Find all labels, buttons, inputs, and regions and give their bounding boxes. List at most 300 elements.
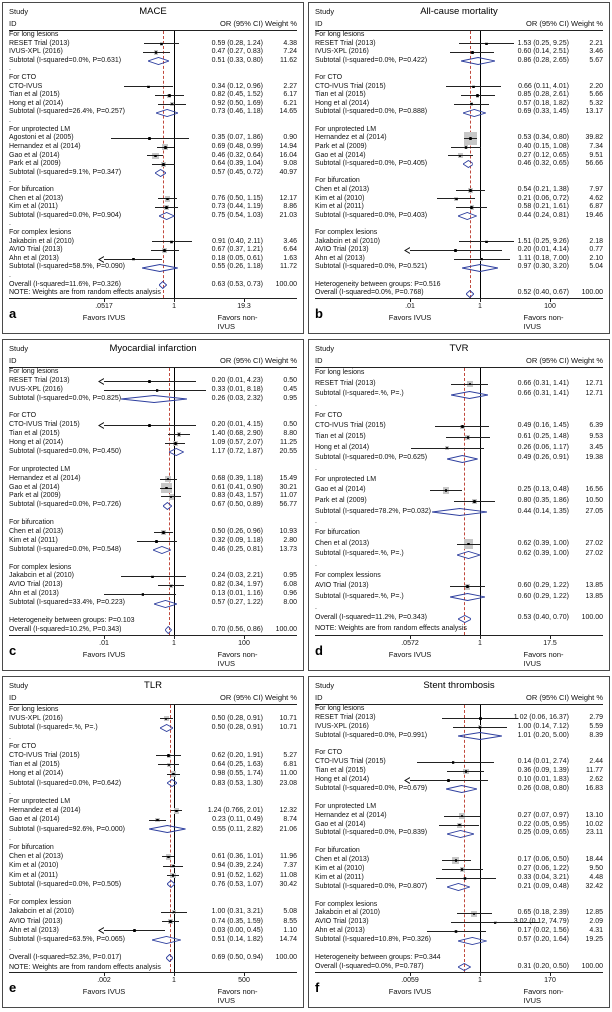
group-row [315,803,603,812]
weight-value: 13.85 [585,582,603,590]
subtotal-row [9,546,297,555]
subtotal-row [315,732,603,741]
group-row [315,411,603,422]
row-label: Subtotal (I-squared=0.0%, P=0.888) [315,108,428,116]
weight-value: 3.45 [589,443,603,451]
or-ci-value: 0.68 (0.39, 1.18) [211,474,263,482]
weight-value: 5.04 [589,263,603,271]
spacer-row [9,220,297,229]
subtotal-diamond [167,779,177,787]
spacer-row [315,517,603,528]
spacer-row [315,65,603,74]
or-ci-value: 0.60 (0.29, 1.22) [517,582,569,590]
group-row [315,229,603,238]
group-row [315,177,603,186]
row-label: Chen et al (2013) [9,528,64,536]
or-ci-value: 0.69 (0.50, 0.94) [211,954,263,962]
favors-ivus-label: Favors IVUS [388,313,432,322]
spacer-row [9,510,297,519]
or-weight-header: OR (95% CI) Weight % [220,19,297,28]
row-label: Tian et al (2015) [9,91,60,99]
study-header: Study [315,344,335,353]
axis-tick-label: .002 [97,977,111,984]
row-label: Subtotal (I-squared=0.0%, P=0.807) [315,882,428,890]
weight-value: 6.39 [589,422,603,430]
weight-value: 4.48 [589,873,603,881]
study-row [315,421,603,432]
weight-value: 11.25 [280,439,297,447]
or-ci-value: 0.25 (0.09, 0.65) [517,829,569,837]
weight-value: 5.67 [589,56,603,64]
or-ci-value: 0.54 (0.21, 1.38) [517,185,569,193]
weight-value: 11.72 [280,263,297,271]
x-axis [9,298,297,333]
row-label: Hong et al (2014) [9,770,64,778]
group-label: For bifurcation [315,529,360,537]
ci-line [417,762,494,763]
row-label: Gao et al (2014) [315,820,366,828]
x-axis [315,298,603,333]
row-label: Hong et al (2014) [9,439,64,447]
or-ci-value: 0.14 (0.01, 2.74) [517,758,569,766]
plot-area [9,368,297,635]
subtotal-row [9,779,297,788]
study-row [315,581,603,592]
row-label: Subtotal (I-squared=.%, P=.) [315,550,404,558]
weight-value: 16.56 [585,486,603,494]
row-label: Kim et al (2011) [9,536,58,544]
or-ci-value: 0.50 (0.28, 0.91) [211,715,263,723]
point-marker [133,929,136,932]
weight-value: 3.46 [589,48,603,56]
row-label: AVIO Trial (2013) [315,246,369,254]
subtotal-diamond [148,57,169,65]
group-row [315,74,603,83]
row-label: Ahn et al (2013) [315,254,365,262]
row-label: Chen et al (2013) [315,185,370,193]
weight-value: 30.42 [279,880,297,888]
weight-value: 56.66 [585,160,603,168]
group-label: For complex lessions [315,571,381,579]
or-ci-value: 0.85 (0.28, 2.61) [517,91,569,99]
subtotal-diamond [155,169,166,177]
study-row [9,769,297,778]
forest-panel-f [308,676,610,1008]
favors-non-ivus-label: Favors non-IVUS [217,650,258,668]
row-label: Overall (I-squared=10.2%, P=0.343) [9,625,122,633]
axis-tick-label: 100 [544,303,556,310]
weight-value: 4.38 [283,39,297,47]
subtotal-row [9,57,297,66]
row-label: Tian et al (2015) [315,767,366,775]
weight-value: 7.97 [589,185,603,193]
axis-tick [174,636,175,639]
or-ci-value: 0.33 (0.01, 8.18) [211,385,263,393]
point-marker [165,206,168,209]
axis-tick-label: 170 [544,977,556,984]
group-label: For CTO [9,412,37,420]
spacer-row [9,608,297,617]
or-ci-value: 0.22 (0.05, 0.95) [517,820,569,828]
study-header: Study [9,681,29,690]
group-row [9,229,297,238]
weight-value: 15.49 [279,474,297,482]
point-marker [485,43,488,46]
row-label: Subtotal (I-squared=0.0%, P=0.405) [315,160,428,168]
point-marker [155,540,158,543]
row-label: Hernandez et al (2014) [9,142,81,150]
study-row [315,432,603,443]
study-row [315,91,603,100]
favors-non-ivus-label: Favors non-IVUS [217,313,258,331]
row-label: Hong et al (2014) [315,99,370,107]
weight-value: 2.79 [589,713,603,721]
group-row [9,368,297,377]
row-label: . [9,788,11,796]
note-row [9,963,297,972]
or-ci-value: 0.10 (0.01, 1.83) [517,776,569,784]
study-row [315,143,603,152]
or-ci-value: 0.49 (0.16, 1.45) [517,422,569,430]
spacer-row [315,603,603,614]
row-label: Subtotal (I-squared=.%, P=.) [315,390,404,398]
study-row [9,386,297,395]
study-row [9,475,297,484]
axis-tick-label: 1 [478,640,482,647]
row-label: Chen et al (2013) [315,539,370,547]
weight-value: 8.55 [283,917,297,925]
or-ci-value: 0.47 (0.27, 0.83) [211,48,263,56]
study-row [315,83,603,92]
or-ci-value: 0.53 (0.40, 0.70) [517,614,569,622]
axis-tick [104,636,105,639]
or-ci-value: 0.80 (0.35, 1.86) [517,497,569,505]
weight-value: 14.94 [279,142,297,150]
subtotal-diamond [142,264,178,272]
row-label: Jakabcin et al (2010) [9,572,74,580]
weight-value: 1.10 [283,926,297,934]
or-ci-value: 0.98 (0.55, 1.74) [211,770,263,778]
axis-tick-label: 19.3 [237,303,251,310]
or-ci-value: 1.11 (0.18, 7.00) [518,254,569,262]
row-label: Subtotal (I-squared=0.0%, P=0.904) [9,211,122,219]
overall-row [9,953,297,962]
overall-diamond [159,281,167,289]
weight-value: 0.45 [283,385,297,393]
point-marker [172,865,175,868]
group-label: For complex lesions [315,229,378,237]
group-label: For bifurcation [9,519,54,527]
study-row [9,195,297,204]
weight-value: 7.37 [283,862,297,870]
weight-value: 11.07 [280,492,297,500]
group-label: For long lesions [9,706,59,713]
row-label: . [9,220,11,228]
study-row [9,484,297,493]
or-ci-value: 0.20 (0.01, 4.14) [517,246,569,254]
subtotal-row [9,501,297,510]
row-label: Subtotal (I-squared=0.0%, P=0.991) [315,731,428,739]
axis-tick [550,636,551,639]
or-weight-header: OR (95% CI) Weight % [526,19,603,28]
point-marker [163,249,166,252]
point-marker [148,137,151,140]
row-label: Subtotal (I-squared=0.0%, P=0.521) [315,263,428,271]
subtotal-row [315,936,603,945]
study-row [9,91,297,100]
subtotal-row [9,263,297,272]
spacer-row [9,117,297,126]
row-label: Jakabcin et al (2010) [9,908,74,916]
study-row [9,40,297,49]
weight-value: 100.00 [581,614,603,622]
spacer-row [315,794,603,803]
row-label: CTO-IVUS Trial (2015) [9,421,80,429]
panel-letter: b [315,306,323,321]
or-ci-value: 0.27 (0.06, 1.22) [517,865,569,873]
or-ci-value: 0.73 (0.44, 1.19) [211,203,263,211]
weight-value: 10.71 [279,724,297,732]
or-ci-value: 0.69 (0.33, 1.45) [517,108,569,116]
row-label: Kim et al (2010) [9,862,59,870]
or-ci-value: 3.02 (0.12, 74.79) [513,918,569,926]
group-label: For unprotected LM [9,798,71,806]
row-label: Overall (I-squared=11.6%, P=0.326) [9,280,121,288]
subtotal-diamond [121,395,187,403]
subtotal-diamond [154,600,177,608]
group-label: For complex lesions [9,229,72,237]
id-header: ID [9,19,17,28]
row-label: Subtotal (I-squared=0.0%, P=0.505) [9,880,122,888]
or-ci-value: 0.69 (0.48, 0.99) [211,142,263,150]
row-label: Tian et al (2015) [315,91,366,99]
group-label: For unprotected LM [9,465,71,473]
or-ci-value: 0.36 (0.09, 1.39) [517,767,569,775]
subtotal-diamond [462,264,498,272]
weight-value: 11.00 [280,770,297,778]
forest-panel-d [308,339,610,671]
point-marker [148,424,151,427]
point-marker [148,380,151,383]
id-header: ID [315,356,323,365]
group-label: For bifurcation [315,177,360,185]
row-label: RESET Trial (2013) [315,379,376,387]
row-label: Subtotal (I-squared=33.4%, P=0.223) [9,599,125,607]
or-ci-value: 1.40 (0.68, 2.90) [211,430,263,438]
point-marker [479,717,482,720]
row-label: Ahn et al (2013) [315,927,365,935]
group-label: For unprotected LM [315,125,377,133]
weight-value: 0.50 [283,376,297,384]
study-row [315,776,603,785]
point-marker [162,531,165,534]
or-ci-value: 1.09 (0.57, 2.07) [211,439,263,447]
point-marker [175,810,178,813]
row-label: RESET Trial (2013) [315,39,376,47]
subtotal-diamond [156,109,178,117]
or-ci-value: 0.62 (0.39, 1.00) [517,539,569,547]
id-header: ID [9,356,17,365]
overall-row [315,613,603,624]
study-row [315,856,603,865]
or-ci-value: 0.26 (0.03, 2.32) [211,394,263,402]
weight-value: 23.08 [279,779,297,787]
group-row [315,528,603,539]
study-row [315,812,603,821]
study-header: Study [9,344,29,353]
point-marker [473,500,476,503]
overall-row [9,281,297,290]
study-row [9,926,297,935]
or-ci-value: 0.61 (0.36, 1.01) [211,853,263,861]
row-label: Hong et al (2014) [315,443,370,451]
study-row [315,100,603,109]
study-row [9,421,297,430]
or-ci-value: 0.46 (0.25, 0.81) [211,545,263,553]
row-label: Tian et al (2015) [9,430,60,438]
or-ci-value: 1.17 (0.72, 1.87) [211,448,263,456]
study-row [315,186,603,195]
or-ci-value: 0.83 (0.43, 1.57) [211,492,263,500]
or-ci-value: 0.67 (0.37, 1.21) [211,246,263,254]
study-row [9,83,297,92]
row-label: Gao et al (2014) [9,483,60,491]
weight-value: 2.18 [589,237,603,245]
or-ci-value: 0.86 (0.28, 2.65) [517,56,569,64]
plot-area [315,705,603,972]
row-label: Kim et al (2011) [315,873,364,881]
row-label: Ahn et al (2013) [9,254,59,262]
weight-value: 19.38 [585,454,603,462]
row-label: Kim et al (2011) [9,203,58,211]
weight-value: 8.86 [283,203,297,211]
or-ci-value: 0.51 (0.33, 0.80) [211,56,263,64]
group-label: For complex lesions [9,563,72,571]
weight-value: 0.95 [283,572,297,580]
study-row [315,246,603,255]
or-ci-value: 0.21 (0.09, 0.48) [517,882,569,890]
axis-tick [104,973,105,976]
id-header: ID [9,693,17,702]
study-row [9,714,297,723]
study-row [9,377,297,386]
or-ci-value: 0.76 (0.53, 1.07) [211,880,263,888]
row-label: Subtotal (I-squared=0.0%, P=0.679) [315,785,428,793]
group-row [9,705,297,714]
or-ci-value: 1.51 (0.25, 9.26) [517,237,569,245]
axis-tick [244,636,245,639]
row-label: IVUS-XPL (2016) [9,48,63,56]
study-row [9,907,297,916]
panel-letter: a [9,306,17,321]
point-marker [172,874,175,877]
weight-value: 30.21 [279,483,297,491]
weight-value: 32.42 [585,882,603,890]
point-marker [458,824,461,827]
heterogeneity-text: Heterogeneity between groups: P=0.344 [315,953,441,961]
or-ci-value: 0.59 (0.28, 1.24) [211,39,263,47]
row-label: IVUS-XPL (2016) [9,715,63,723]
weight-value: 5.32 [589,99,603,107]
or-ci-value: 0.33 (0.04, 3.21) [517,873,569,881]
or-ci-value: 0.74 (0.35, 1.59) [211,917,263,925]
row-label: Subtotal (I-squared=0.0%, P=0.625) [315,454,428,462]
plot-area [315,368,603,635]
study-row [9,134,297,143]
spacer-row [315,560,603,571]
subtotal-diamond [463,160,474,168]
study-row [9,100,297,109]
weight-value: 5.08 [283,908,297,916]
subtotal-row [9,723,297,732]
row-label: . [315,518,317,526]
or-ci-value: 0.18 (0.05, 0.61) [211,254,263,262]
or-ci-value: 0.17 (0.02, 1.56) [517,927,569,935]
row-label: AVIO Trial (2013) [9,246,63,254]
point-marker [166,198,169,201]
weight-value: 0.90 [283,134,297,142]
row-label: Subtotal (I-squared=0.0%, P=0.726) [9,501,122,509]
group-row [315,749,603,758]
study-header: Study [315,681,335,690]
group-row [9,742,297,751]
row-label: Gao et al (2014) [315,151,366,159]
weight-value: 40.97 [279,168,297,176]
axis-tick [550,973,551,976]
weight-value: 11.62 [280,56,297,64]
or-ci-value: 0.57 (0.27, 1.22) [211,599,263,607]
study-row [315,443,603,454]
plot-area [315,31,603,298]
row-label: Kim et al (2010) [315,865,365,873]
axis-tick-label: 1 [478,303,482,310]
group-row [9,412,297,421]
or-ci-value: 0.66 (0.11, 4.01) [518,82,569,90]
point-marker [469,137,472,140]
or-weight-header: OR (95% CI) Weight % [220,356,297,365]
row-label: . [9,834,11,842]
or-ci-value: 0.31 (0.20, 0.50) [517,962,569,970]
study-row [315,539,603,550]
group-row [9,564,297,573]
row-label: CTO-IVUS Trial (2015) [315,82,386,90]
favors-non-ivus-label: Favors non-IVUS [523,987,564,1005]
or-ci-value: 1.00 (0.31, 3.21) [211,908,263,916]
or-ci-value: 0.70 (0.56, 0.86) [211,625,263,633]
row-label: Kim et al (2010) [315,194,365,202]
study-row [315,918,603,927]
forest-panel-e [2,676,304,1008]
subtotal-row [315,57,603,66]
x-axis [315,972,603,1007]
study-row [315,821,603,830]
row-label: Park et al (2009) [9,492,61,500]
group-row [9,898,297,907]
overall-diamond [166,954,173,962]
point-marker [174,442,177,445]
or-ci-value: 0.46 (0.32, 0.64) [211,151,263,159]
id-header: ID [315,19,323,28]
row-label: AVIO Trial (2013) [315,918,369,926]
spacer-row [9,555,297,564]
subtotal-diamond [463,109,485,117]
group-row [315,847,603,856]
group-label: For long lesions [9,368,59,375]
or-ci-value: 0.75 (0.54, 1.03) [211,211,263,219]
study-header: Study [315,7,335,16]
subtotal-diamond [451,391,488,399]
group-row [9,186,297,195]
